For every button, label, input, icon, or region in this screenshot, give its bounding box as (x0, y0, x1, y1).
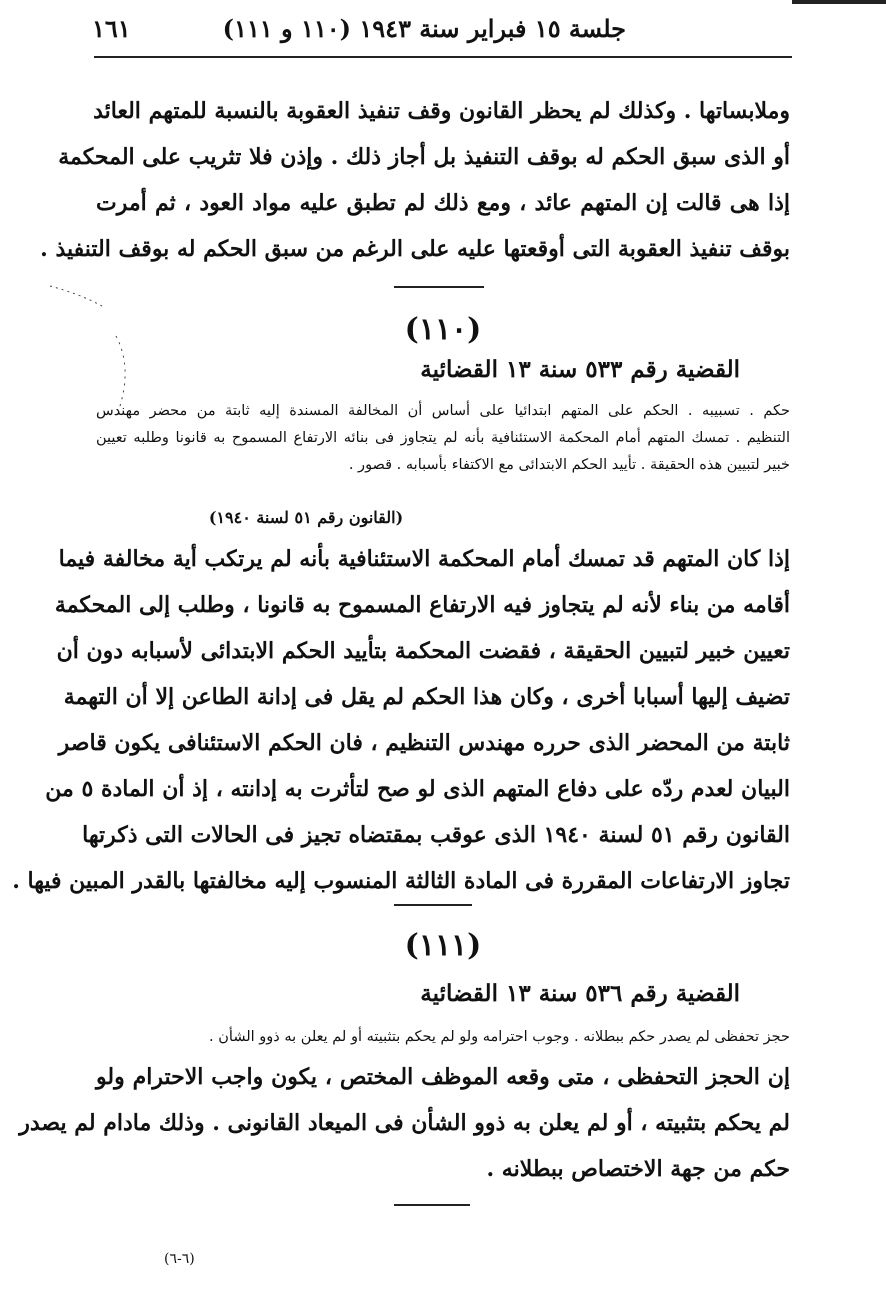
paragraph-line: ثابتة من المحضر الذى حرره مهندس التنظيم ، فان الحكم الاستئنافى يكون قاصر (58, 730, 790, 756)
intro-paragraph (40, 88, 790, 272)
corner-mark (792, 0, 886, 4)
paragraph-line: تعيين خبير لتبيين الحقيقة ، فقضت المحكمة بتأييد الحكم الابتدائى لأسبابه دون أن (56, 638, 790, 664)
page-number: ١٦١ (92, 14, 131, 43)
case-summary-111 (96, 1024, 790, 1051)
paragraph-line: وملابساتها . وكذلك لم يحظر القانون وقف تنفيذ العقوبة بالنسبة للمتهم العائد (93, 98, 790, 124)
case-body-111 (19, 1054, 790, 1192)
summary-line: حكم . تسبيبه . الحكم على المتهم ابتدائيا على أساس أن المخالفة المسندة إليه ثابتة من محضر مهندس (96, 403, 790, 419)
paragraph-line: بوقف تنفيذ العقوبة التى أوقعتها عليه على الرغم من سبق الحكم له بوقف التنفيذ . (40, 236, 790, 262)
paragraph-line: إذا هى قالت إن المتهم عائد ، ومع ذلك لم تطبق عليه مواد العود ، ثم أمرت (96, 190, 790, 216)
paragraph-line: إذا كان المتهم قد تمسك أمام المحكمة الاستئنافية بأنه لم يرتكب أية مخالفة فيما (58, 546, 790, 572)
case-body-110 (12, 536, 790, 904)
case-summary-110 (96, 398, 790, 479)
paragraph-line: القانون رقم ٥١ لسنة ١٩٤٠ الذى عوقب بمقتضاه تجيز فى الحالات التى ذكرتها (82, 822, 790, 848)
section-divider (394, 286, 484, 288)
summary-line: التنظيم . تمسك المتهم أمام المحكمة الاستئنافية بأنه لم يتجاوز فى بنائه الارتفاع المسموح به قانونا وطلبه تعيين (96, 430, 790, 446)
summary-line: خبير لتبيين هذه الحقيقة . تأييد الحكم الابتدائى مع الاكتفاء بأسبابه . قصور . (348, 457, 790, 473)
case-title-111: القضية رقم ٥٣٦ سنة ١٣ القضائية (420, 980, 740, 1007)
paragraph-line: أو الذى سبق الحكم له بوقف التنفيذ بل أجاز ذلك . وإذن فلا تثريب على المحكمة (58, 144, 790, 170)
paragraph-line: البيان لعدم ردّه على دفاع المتهم الذى لو صح لتأثرت به إدانته ، إذ أن المادة ٥ من (45, 776, 790, 802)
case-title-110: القضية رقم ٥٣٣ سنة ١٣ القضائية (420, 356, 740, 383)
case-number-111: (١١١) (404, 928, 482, 963)
header-rule (94, 56, 792, 58)
paragraph-line: تضيف إليها أسبابا أخرى ، وكان هذا الحكم لم يقل فى إدانة الطاعن إلا أن التهمة (63, 684, 790, 710)
paragraph-line: لم يحكم بتثبيته ، أو لم يعلن به ذوو الشأن فى الميعاد القانونى . وذلك مادام لم يصدر (19, 1110, 790, 1136)
section-divider (394, 1204, 470, 1206)
page-header-title: جلسة ١٥ فبراير سنة ١٩٤٣ (١١٠ و ١١١) (222, 14, 626, 43)
footer-signature-mark: (٦-٦) (164, 1251, 195, 1267)
law-reference: (القانون رقم ٥١ لسنة ١٩٤٠) (208, 508, 404, 527)
paragraph-line: تجاوز الارتفاعات المقررة فى المادة الثالثة المنسوب إليه مخالفتها بالقدر المبين فيها . (12, 868, 790, 894)
section-divider (394, 904, 472, 906)
paragraph-line: حكم من جهة الاختصاص ببطلانه . (486, 1156, 790, 1182)
paragraph-line: إن الحجز التحفظى ، متى وقعه الموظف المختص ، يكون واجب الاحترام ولو (96, 1064, 790, 1090)
summary-line: حجز تحفظى لم يصدر حكم ببطلانه . وجوب احترامه ولو لم يحكم بتثبيته أو لم يعلن به ذوو الشأن . (209, 1029, 790, 1045)
paragraph-line: أقامه من بناء لأنه لم يتجاوز فيه الارتفاع المسموح به قانونا ، وطلب إلى المحكمة (54, 592, 790, 618)
case-number-110: (١١٠) (404, 312, 482, 347)
